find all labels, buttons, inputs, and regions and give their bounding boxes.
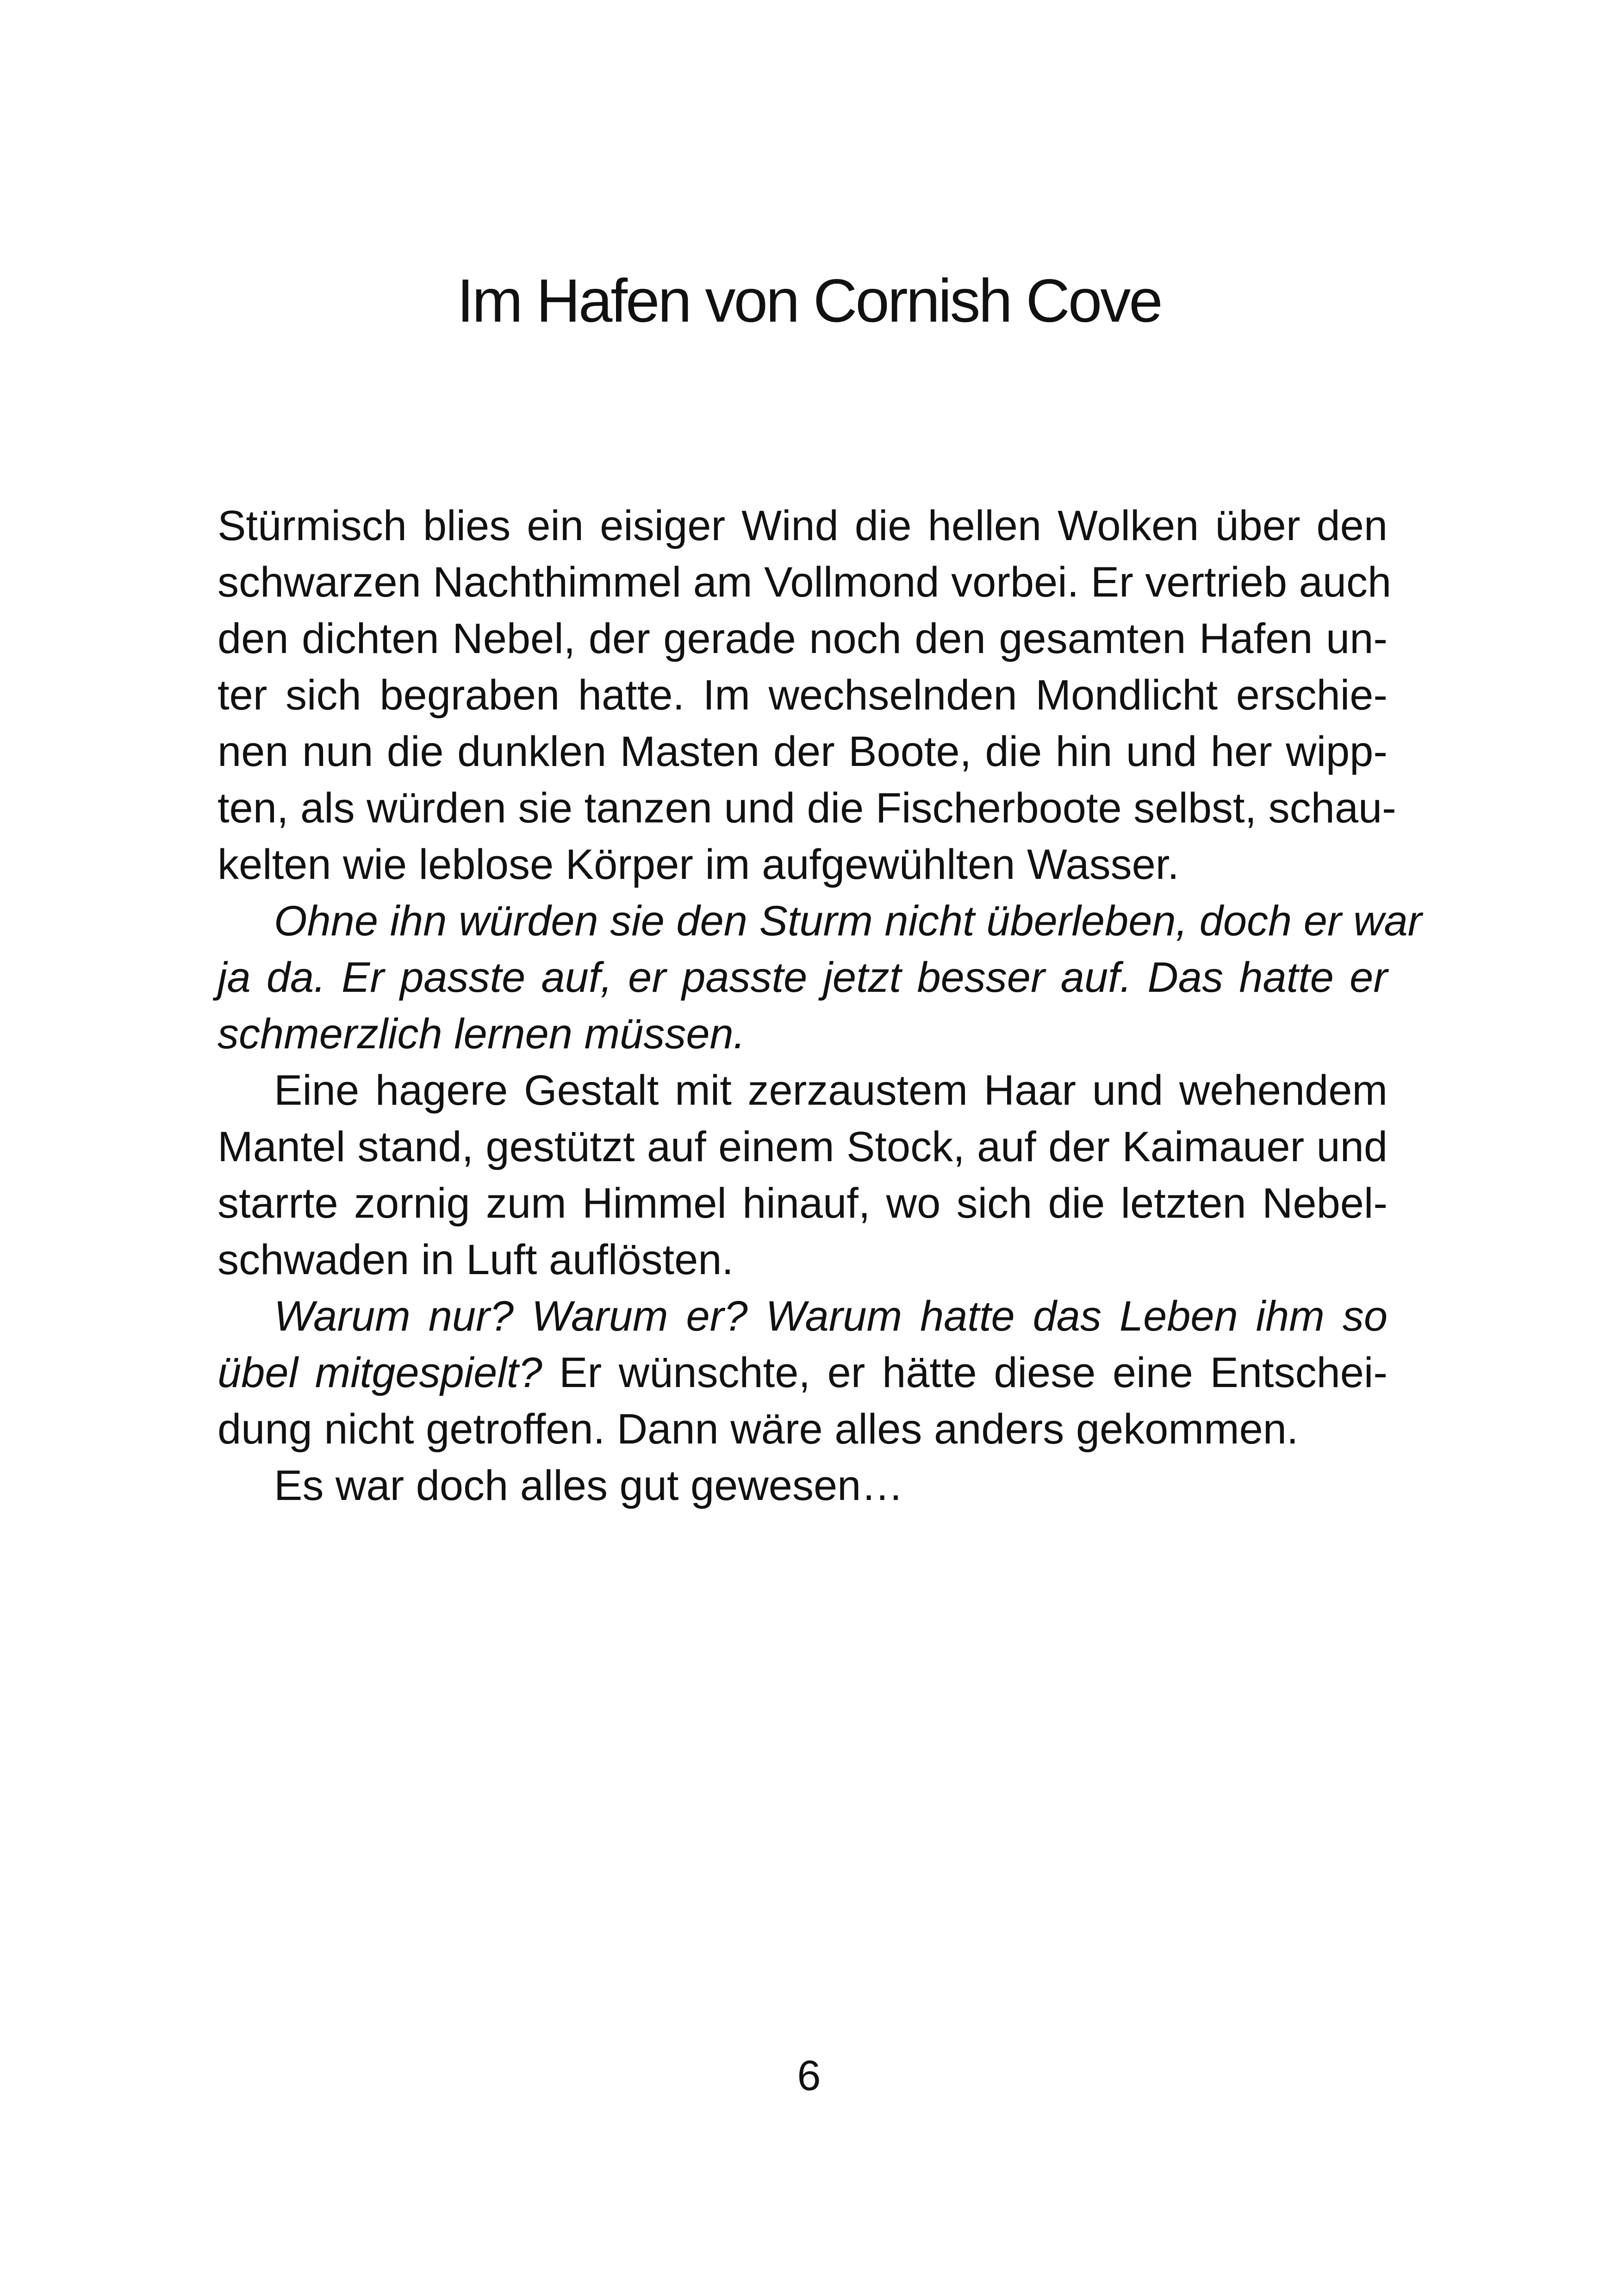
text-line: schwarzen Nachthimmel am Vollmond vorbei. Er vertrieb auch bbox=[218, 559, 1392, 606]
text-line: ten, als würden sie tanzen und die Fischerboote selbst, schau- bbox=[218, 784, 1396, 832]
paragraph-5 bbox=[218, 1457, 1388, 1514]
text-line: Stürmisch blies ein eisiger Wind die hellen Wolken über den bbox=[218, 502, 1388, 549]
paragraph-2-italic-thought bbox=[218, 893, 1422, 1062]
text-fragment: Er wünschte, er hätte diese eine Entschei- bbox=[559, 1349, 1388, 1396]
text-line: schwaden in Luft auflösten. bbox=[218, 1236, 734, 1283]
text-line: schmerzlich lernen müssen. bbox=[218, 1010, 746, 1058]
text-line bbox=[218, 1344, 1388, 1401]
text-line: Mantel stand, gestützt auf einem Stock, auf der Kaimauer und bbox=[218, 1123, 1388, 1170]
chapter-title: Im Hafen von Cornish Cove bbox=[457, 267, 1161, 335]
text-line: starrte zornig zum Himmel hinauf, wo sich die letzten Nebel- bbox=[218, 1180, 1388, 1227]
text-line: Es war doch alles gut gewesen… bbox=[274, 1462, 904, 1509]
page-number: 6 bbox=[797, 2052, 821, 2099]
paragraph-3 bbox=[218, 1062, 1388, 1288]
italic-thought-fragment: übel mitgespielt? bbox=[218, 1349, 542, 1396]
paragraph-4 bbox=[218, 1288, 1388, 1457]
paragraph-1 bbox=[218, 498, 1396, 893]
text-line: nen nun die dunklen Masten der Boote, die hin und her wipp- bbox=[218, 728, 1388, 775]
body-text bbox=[218, 498, 1422, 1514]
text-line: Eine hagere Gestalt mit zerzaustem Haar und wehendem bbox=[274, 1067, 1388, 1114]
text-line: Ohne ihn würden sie den Sturm nicht überleben, doch er war bbox=[274, 897, 1422, 945]
text-line: den dichten Nebel, der gerade noch den gesamten Hafen un- bbox=[218, 615, 1388, 662]
text-line: ter sich begraben hatte. Im wechselnden Mondlicht erschie- bbox=[218, 672, 1388, 719]
text-line: kelten wie leblose Körper im aufgewühlten Wasser. bbox=[218, 841, 1179, 888]
text-line: dung nicht getroffen. Dann wäre alles anders gekommen. bbox=[218, 1406, 1299, 1453]
text-line: ja da. Er passte auf, er passte jetzt besser auf. Das hatte er bbox=[218, 954, 1388, 1001]
text-line: Warum nur? Warum er? Warum hatte das Leben ihm so bbox=[274, 1293, 1388, 1340]
